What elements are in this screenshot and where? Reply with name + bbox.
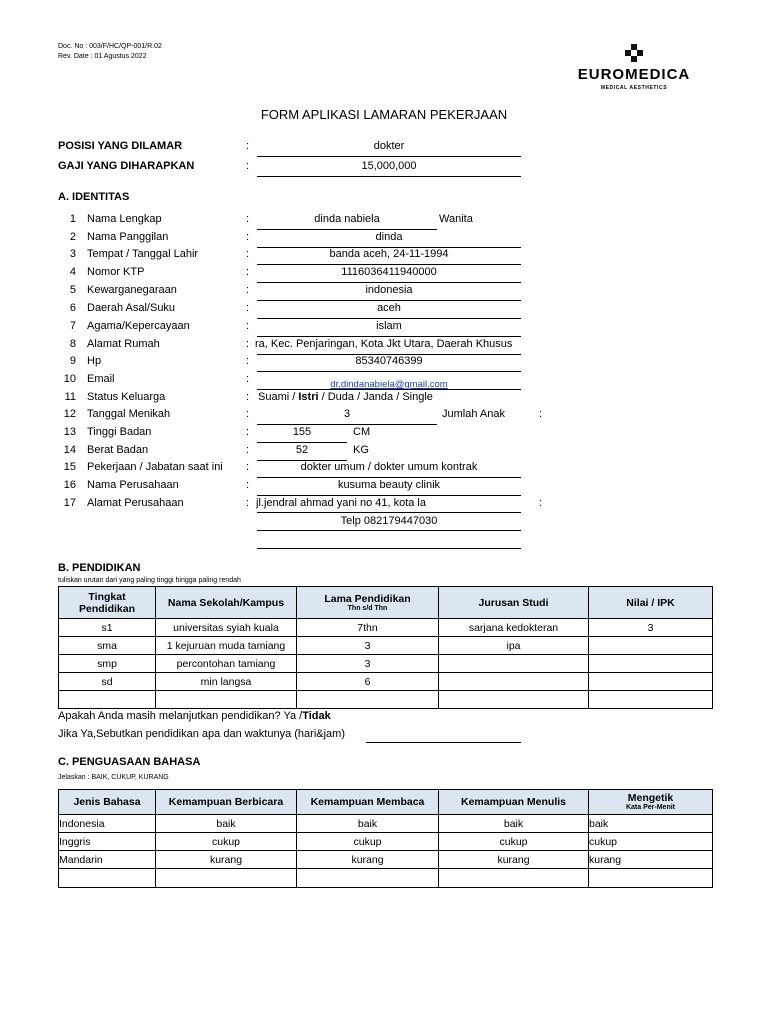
table-row: [59, 833, 713, 851]
table-cell[interactable]: kurang: [439, 851, 589, 869]
colon: :: [246, 426, 250, 438]
colon: :: [246, 391, 250, 403]
table-cell[interactable]: percontohan tamiang: [156, 655, 297, 673]
underline: [257, 512, 521, 513]
continue-education-question[interactable]: [58, 710, 331, 722]
logo-mark-icon: [625, 44, 643, 62]
colon: :: [539, 408, 543, 420]
row-number: 17: [63, 497, 76, 509]
position-value[interactable]: dokter: [373, 140, 405, 152]
company-name-value[interactable]: kusuma beauty clinik: [337, 479, 441, 491]
table-cell[interactable]: kurang: [156, 851, 297, 869]
underline: [257, 229, 437, 230]
underline: [257, 318, 521, 319]
row-number: 11: [64, 391, 76, 403]
table-cell[interactable]: [439, 691, 589, 709]
column-header: Jurusan Studi: [439, 587, 589, 619]
field-label: Berat Badan: [87, 444, 149, 456]
colon: :: [246, 266, 250, 278]
colon: :: [246, 461, 250, 473]
colon: :: [246, 302, 250, 314]
table-cell[interactable]: baik: [439, 815, 589, 833]
gender-value[interactable]: Wanita: [439, 213, 473, 225]
revision-date: Rev. Date : 01 Agustus 2022: [58, 53, 147, 60]
colon: :: [539, 497, 543, 509]
ktp-value[interactable]: 1116036411940000: [341, 266, 437, 278]
children-label: Jumlah Anak: [442, 408, 505, 420]
language-table: [58, 789, 713, 888]
colon: :: [246, 355, 250, 367]
column-header: [589, 790, 713, 815]
column-header: [59, 587, 156, 619]
row-number: 6: [69, 302, 76, 314]
row-number: 14: [63, 444, 76, 456]
section-identitas-heading: A. IDENTITAS: [58, 191, 130, 203]
colon: :: [246, 338, 250, 350]
row-number: 8: [69, 338, 76, 350]
table-cell[interactable]: Inggris: [59, 833, 156, 851]
doc-number: Doc. No : 003/F/HC/QP-001/R.02: [58, 43, 162, 50]
row-number: 16: [63, 479, 76, 491]
table-cell[interactable]: [589, 869, 713, 888]
table-row: [59, 869, 713, 888]
table-cell[interactable]: 7thn: [297, 619, 439, 637]
underline: [257, 264, 521, 265]
education-header-row: [59, 587, 713, 619]
underline: [257, 371, 521, 372]
underline: [257, 176, 521, 177]
field-label: Daerah Asal/Suku: [87, 302, 176, 314]
logo-tagline: MEDICAL AESTHETICS: [600, 85, 668, 91]
column-header: Kemampuan Menulis: [439, 790, 589, 815]
column-header: Kemampuan Membaca: [297, 790, 439, 815]
header-text: Mengetik: [627, 792, 674, 804]
birth-value[interactable]: banda aceh, 24-11-1994: [329, 248, 449, 260]
table-cell[interactable]: Mandarin: [59, 851, 156, 869]
row-number: 9: [69, 355, 76, 367]
table-cell[interactable]: 3: [297, 637, 439, 655]
followup-input-line[interactable]: [366, 742, 521, 743]
document-meta: [58, 42, 162, 62]
field-label: Tinggi Badan: [87, 426, 152, 438]
bahasa-note: Jelaskan : BAIK, CUKUP, KURANG: [58, 774, 169, 781]
marital-option: Suami /: [258, 391, 299, 403]
education-table: [58, 586, 713, 709]
table-row: [59, 815, 713, 833]
email-link[interactable]: dr.dindanabiela@gmail.com: [330, 379, 448, 390]
table-cell[interactable]: cukup: [297, 833, 439, 851]
table-cell[interactable]: kurang: [589, 851, 713, 869]
table-cell[interactable]: [439, 655, 589, 673]
table-row: [59, 691, 713, 709]
weight-unit: KG: [353, 444, 369, 456]
row-number: 15: [63, 461, 76, 473]
table-cell[interactable]: [439, 673, 589, 691]
height-unit: CM: [353, 426, 371, 438]
table-cell[interactable]: min langsa: [156, 673, 297, 691]
table-cell[interactable]: [589, 673, 713, 691]
row-number: 2: [69, 231, 76, 243]
origin-value[interactable]: aceh: [377, 302, 401, 314]
table-cell[interactable]: cukup: [589, 833, 713, 851]
table-cell[interactable]: ipa: [439, 637, 589, 655]
colon: :: [246, 231, 250, 243]
home-address-value[interactable]: ra, Kec. Penjaringan, Kota Jkt Utara, Daerah Khusus: [255, 338, 513, 350]
table-cell[interactable]: baik: [156, 815, 297, 833]
religion-value[interactable]: islam: [376, 320, 402, 332]
table-row: [59, 673, 713, 691]
marital-option: / Duda / Janda / Single: [318, 391, 433, 403]
table-cell[interactable]: [297, 869, 439, 888]
salary-value[interactable]: 15,000,000: [361, 160, 417, 172]
weight-value[interactable]: 52: [295, 444, 309, 456]
colon: :: [246, 140, 250, 152]
table-cell[interactable]: [59, 869, 156, 888]
language-header-row: [59, 790, 713, 815]
field-label: Kewarganegaraan: [87, 284, 177, 296]
phone-value[interactable]: 85340746399: [355, 355, 423, 367]
colon: :: [246, 497, 250, 509]
colon: :: [246, 444, 250, 456]
colon: :: [246, 248, 250, 260]
table-cell[interactable]: Indonesia: [59, 815, 156, 833]
table-row: [59, 851, 713, 869]
header-text: Lama Pendidikan: [324, 592, 411, 605]
colon: :: [246, 320, 250, 332]
marital-status-value[interactable]: [258, 391, 433, 403]
form-title: FORM APLIKASI LAMARAN PEKERJAAN: [260, 107, 508, 122]
underline: [257, 282, 521, 283]
table-cell[interactable]: [297, 691, 439, 709]
row-number: 13: [63, 426, 76, 438]
underline: [257, 530, 521, 531]
table-cell[interactable]: smp: [59, 655, 156, 673]
table-cell[interactable]: 1 kejuruan muda tamiang: [156, 637, 297, 655]
table-cell[interactable]: [156, 691, 297, 709]
column-header: Kemampuan Berbicara: [156, 790, 297, 815]
education-followup-label: Jika Ya,Sebutkan pendidikan apa dan waktunya (hari&jam): [58, 728, 345, 740]
field-label: Email: [87, 373, 115, 385]
row-number: 4: [69, 266, 76, 278]
full-name-value[interactable]: dinda nabiela: [314, 213, 380, 225]
nationality-value[interactable]: indonesia: [365, 284, 413, 296]
colon: :: [246, 479, 250, 491]
table-cell[interactable]: cukup: [439, 833, 589, 851]
company-address-value[interactable]: jl.jendral ahmad yani no 41, kota la: [256, 497, 426, 509]
header-subtext: Kata Per-Menit: [625, 804, 675, 811]
underline: [257, 424, 437, 425]
section-bahasa-heading: C. PENGUASAAN BAHASA: [58, 756, 201, 768]
field-label: Agama/Kepercayaan: [87, 320, 190, 332]
table-row: [59, 655, 713, 673]
table-cell[interactable]: universitas syiah kuala: [156, 619, 297, 637]
row-number: 7: [69, 320, 76, 332]
table-cell[interactable]: [589, 691, 713, 709]
colon: :: [246, 284, 250, 296]
table-cell[interactable]: sma: [59, 637, 156, 655]
table-cell[interactable]: baik: [297, 815, 439, 833]
pendidikan-note: tuliskan urutan dari yang paling tinggi hingga paling rendah: [58, 577, 241, 584]
column-header: Jenis Bahasa: [59, 790, 156, 815]
nickname-value[interactable]: dinda: [375, 231, 403, 243]
salary-label: GAJI YANG DIHARAPKAN: [58, 160, 195, 172]
row-number: 10: [63, 373, 76, 385]
table-cell[interactable]: [589, 655, 713, 673]
table-cell[interactable]: [156, 869, 297, 888]
table-cell[interactable]: 6: [297, 673, 439, 691]
table-cell[interactable]: [589, 637, 713, 655]
height-value[interactable]: 155: [292, 426, 312, 438]
table-row: [59, 637, 713, 655]
field-label: Status Keluarga: [87, 391, 166, 403]
underline: [257, 156, 521, 157]
table-cell[interactable]: s1: [59, 619, 156, 637]
table-cell[interactable]: [439, 869, 589, 888]
field-label: Tempat / Tanggal Lahir: [87, 248, 199, 260]
table-cell[interactable]: 3: [297, 655, 439, 673]
underline: [257, 548, 521, 549]
row-number: 5: [69, 284, 76, 296]
colon: :: [246, 373, 250, 385]
field-label: Nama Perusahaan: [87, 479, 179, 491]
table-cell[interactable]: cukup: [156, 833, 297, 851]
logo-wordmark: EUROMEDICA: [577, 66, 691, 83]
column-header: Nilai / IPK: [589, 587, 713, 619]
marital-selected: Istri: [298, 391, 319, 403]
table-cell[interactable]: baik: [589, 815, 713, 833]
row-number: 1: [69, 213, 76, 225]
field-label: Hp: [87, 355, 102, 367]
underline: [257, 477, 521, 478]
underline: [257, 300, 521, 301]
marriage-date-value[interactable]: 3: [343, 408, 351, 420]
field-label: Pekerjaan / Jabatan saat ini: [87, 461, 223, 473]
underline: [257, 442, 347, 443]
header-text: Tingkat Pendidikan: [78, 590, 135, 615]
section-pendidikan-heading: B. PENDIDIKAN: [58, 562, 141, 574]
field-label: Nama Lengkap: [87, 213, 162, 225]
column-header: [297, 587, 439, 619]
field-label: Alamat Perusahaan: [87, 497, 184, 509]
table-cell[interactable]: 3: [589, 619, 713, 637]
field-label: Tanggal Menikah: [87, 408, 171, 420]
colon: :: [246, 213, 250, 225]
table-cell[interactable]: sd: [59, 673, 156, 691]
table-cell[interactable]: sarjana kedokteran: [439, 619, 589, 637]
table-cell[interactable]: [59, 691, 156, 709]
table-cell[interactable]: kurang: [297, 851, 439, 869]
underline: [257, 495, 521, 496]
header-subtext: Thn s/d Thn: [347, 604, 388, 612]
euromedica-logo: [572, 44, 702, 94]
underline: [257, 336, 521, 337]
question-answer: Tidak: [302, 710, 331, 722]
colon: :: [246, 160, 250, 172]
position-label: POSISI YANG DILAMAR: [58, 140, 183, 152]
table-row: [59, 619, 713, 637]
field-label: Nama Panggilan: [87, 231, 169, 243]
column-header: Nama Sekolah/Kampus: [156, 587, 297, 619]
field-label: Alamat Rumah: [87, 338, 160, 350]
question-text: Apakah Anda masih melanjutkan pendidikan? Ya /: [58, 710, 303, 722]
row-number: 12: [63, 408, 76, 420]
row-number: 3: [69, 248, 76, 260]
current-job-value[interactable]: dokter umum / dokter umum kontrak: [300, 461, 478, 473]
colon: :: [246, 408, 250, 420]
field-label: Nomor KTP: [87, 266, 145, 278]
underline: [257, 389, 521, 390]
company-phone-value[interactable]: Telp 082179447030: [340, 515, 438, 527]
